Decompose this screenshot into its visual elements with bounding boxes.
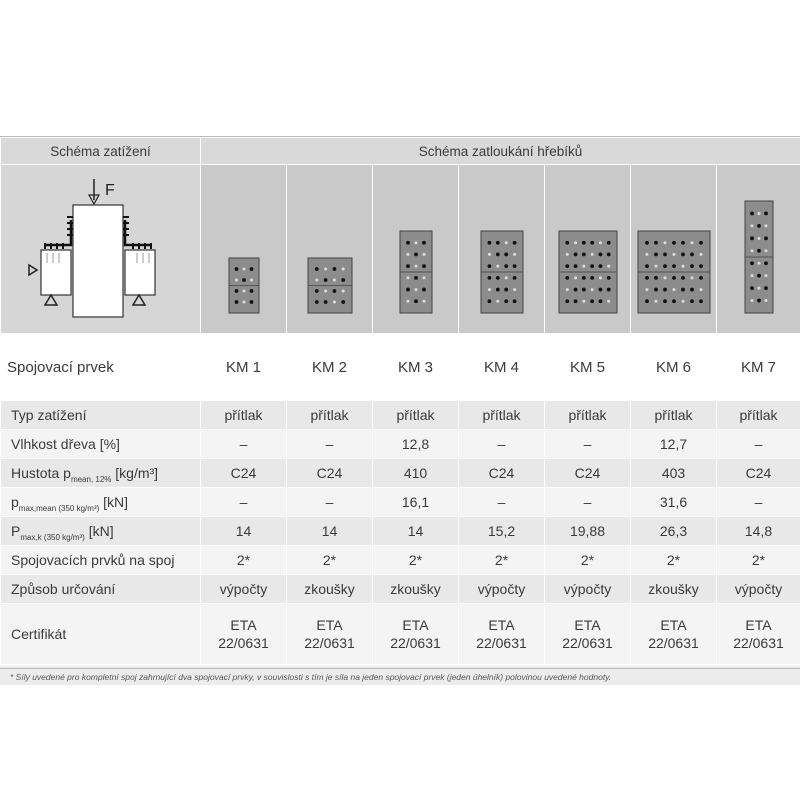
table-cell: – bbox=[287, 430, 373, 459]
nail-hole-filled bbox=[645, 264, 649, 268]
table-cell: – bbox=[717, 488, 800, 517]
nail-hole-filled bbox=[672, 276, 676, 280]
table-cell: 16,1 bbox=[373, 488, 459, 517]
nail-hole-filled bbox=[699, 276, 703, 280]
nail-hole-filled bbox=[690, 253, 694, 257]
table-cell: výpočty bbox=[201, 575, 287, 604]
nail-hole-filled bbox=[590, 276, 594, 280]
table-cell: – bbox=[459, 430, 545, 459]
nail-pattern-km6-svg bbox=[631, 165, 717, 330]
table-cell: výpočty bbox=[545, 575, 631, 604]
nail-hole-empty bbox=[342, 268, 345, 271]
nail-hole-filled bbox=[757, 249, 761, 253]
nail-hole-filled bbox=[750, 236, 754, 240]
nail-hole-filled bbox=[757, 224, 761, 228]
nail-hole-filled bbox=[681, 241, 685, 245]
nail-hole-filled bbox=[414, 299, 418, 303]
nail-hole-empty bbox=[324, 268, 327, 271]
nail-hole-empty bbox=[505, 276, 508, 279]
nail-hole-filled bbox=[496, 288, 500, 292]
nail-hole-empty bbox=[655, 300, 658, 303]
nail-hole-filled bbox=[672, 299, 676, 303]
nail-hole-filled bbox=[488, 299, 492, 303]
nail-hole-filled bbox=[488, 276, 492, 280]
load-scheme-diagram bbox=[1, 165, 201, 330]
nail-hole-filled bbox=[414, 276, 418, 280]
force-label: F bbox=[105, 182, 115, 199]
row-label: Typ zatížení bbox=[1, 401, 201, 430]
nail-hole-filled bbox=[250, 300, 254, 304]
nail-hole-filled bbox=[496, 253, 500, 257]
nail-hole-filled bbox=[757, 274, 761, 278]
nail-hole-empty bbox=[496, 265, 499, 268]
nail-hole-filled bbox=[324, 278, 328, 282]
nail-hole-filled bbox=[333, 267, 337, 271]
nail-hole-filled bbox=[663, 288, 667, 292]
label-unit: [kN] bbox=[99, 494, 129, 510]
nail-hole-empty bbox=[423, 300, 426, 303]
nail-pattern-km7-svg bbox=[717, 165, 800, 330]
nail-hole-filled bbox=[607, 288, 611, 292]
nail-hole-filled bbox=[607, 276, 611, 280]
nail-hole-empty bbox=[758, 262, 761, 265]
label-main: p bbox=[11, 494, 19, 510]
nail-hole-filled bbox=[242, 278, 246, 282]
table-row bbox=[1, 546, 800, 575]
nail-pattern-km4 bbox=[459, 165, 545, 334]
nail-hole-empty bbox=[415, 288, 418, 291]
nail-hole-empty bbox=[582, 265, 585, 268]
nail-hole-filled bbox=[690, 299, 694, 303]
table-cell: 31,6 bbox=[631, 488, 717, 517]
nail-hole-filled bbox=[764, 286, 768, 290]
table-cell: přítlak bbox=[459, 401, 545, 430]
nail-hole-empty bbox=[700, 288, 703, 291]
nail-hole-filled bbox=[672, 264, 676, 268]
nail-hole-filled bbox=[599, 299, 603, 303]
nail-hole-filled bbox=[315, 300, 319, 304]
nail-hole-empty bbox=[415, 265, 418, 268]
nail-hole-filled bbox=[422, 241, 426, 245]
table-cell: 12,8 bbox=[373, 430, 459, 459]
table-cell: 14 bbox=[373, 517, 459, 546]
nail-hole-empty bbox=[407, 253, 410, 256]
nail-hole-empty bbox=[333, 301, 336, 304]
nail-hole-filled bbox=[599, 264, 603, 268]
nail-hole-filled bbox=[681, 276, 685, 280]
table-cell: C24 bbox=[201, 459, 287, 488]
table-row bbox=[1, 517, 800, 546]
nail-hole-filled bbox=[607, 241, 611, 245]
table-cell: – bbox=[545, 430, 631, 459]
nail-hole-filled bbox=[235, 267, 239, 271]
nail-hole-filled bbox=[582, 288, 586, 292]
nail-hole-filled bbox=[341, 278, 345, 282]
nail-hole-filled bbox=[513, 276, 517, 280]
table-cell: – bbox=[201, 488, 287, 517]
nail-hole-filled bbox=[654, 288, 658, 292]
nail-hole-empty bbox=[765, 249, 768, 252]
nail-hole-filled bbox=[690, 264, 694, 268]
nail-hole-filled bbox=[565, 276, 569, 280]
nail-hole-filled bbox=[324, 300, 328, 304]
nail-hole-empty bbox=[758, 237, 761, 240]
nail-hole-filled bbox=[699, 299, 703, 303]
bottom-rule bbox=[0, 668, 800, 669]
spec-table bbox=[0, 137, 800, 665]
nail-hole-filled bbox=[504, 288, 508, 292]
row-label-connector: Spojovací prvek bbox=[1, 334, 201, 401]
row-label: Spojovacích prvků na spoj bbox=[1, 546, 201, 575]
row-label: Způsob určování bbox=[1, 575, 201, 604]
nail-hole-filled bbox=[750, 286, 754, 290]
nail-hole-filled bbox=[764, 236, 768, 240]
table-cell: přítlak bbox=[631, 401, 717, 430]
col-km6: KM 6 bbox=[631, 334, 717, 401]
nail-hole-empty bbox=[758, 212, 761, 215]
nail-hole-empty bbox=[751, 249, 754, 252]
col-km4: KM 4 bbox=[459, 334, 545, 401]
nail-hole-empty bbox=[243, 268, 246, 271]
nail-hole-empty bbox=[607, 300, 610, 303]
nail-hole-empty bbox=[691, 276, 694, 279]
table-cell: výpočty bbox=[459, 575, 545, 604]
col-km2: KM 2 bbox=[287, 334, 373, 401]
nail-hole-empty bbox=[505, 241, 508, 244]
table-cell: zkoušky bbox=[287, 575, 373, 604]
label-main: Hustota p bbox=[11, 465, 71, 481]
nail-hole-empty bbox=[700, 253, 703, 256]
nail-hole-filled bbox=[599, 288, 603, 292]
nail-hole-filled bbox=[764, 212, 768, 216]
nail-hole-empty bbox=[751, 299, 754, 302]
nail-hole-empty bbox=[691, 241, 694, 244]
table-cell: 2* bbox=[545, 546, 631, 575]
nail-hole-empty bbox=[496, 300, 499, 303]
nail-hole-filled bbox=[750, 261, 754, 265]
nail-hole-empty bbox=[646, 288, 649, 291]
cert-cell: ETA 22/0631 bbox=[545, 604, 631, 665]
nail-hole-empty bbox=[566, 253, 569, 256]
nail-hole-filled bbox=[504, 299, 508, 303]
nail-hole-empty bbox=[315, 279, 318, 282]
table-cell: přítlak bbox=[717, 401, 800, 430]
nail-hole-filled bbox=[574, 253, 578, 257]
nail-hole-filled bbox=[582, 253, 586, 257]
table-row bbox=[1, 575, 800, 604]
nail-pattern-km7 bbox=[717, 165, 800, 334]
table-cell: 410 bbox=[373, 459, 459, 488]
nail-hole-filled bbox=[590, 264, 594, 268]
nail-hole-filled bbox=[406, 288, 410, 292]
nail-hole-empty bbox=[751, 224, 754, 227]
nail-hole-empty bbox=[574, 241, 577, 244]
nail-pattern-km1 bbox=[201, 165, 287, 334]
nail-hole-filled bbox=[488, 241, 492, 245]
nail-hole-filled bbox=[333, 289, 337, 293]
table-cell: 2* bbox=[631, 546, 717, 575]
nail-hole-empty bbox=[324, 290, 327, 293]
nail-hole-filled bbox=[565, 264, 569, 268]
label-unit: [kg/m³] bbox=[111, 465, 159, 481]
nail-hole-empty bbox=[646, 253, 649, 256]
nail-hole-empty bbox=[243, 290, 246, 293]
nail-hole-filled bbox=[513, 299, 517, 303]
nail-hole-empty bbox=[423, 276, 426, 279]
nail-hole-filled bbox=[574, 299, 578, 303]
nail-hole-filled bbox=[406, 241, 410, 245]
nail-hole-filled bbox=[574, 264, 578, 268]
nail-hole-empty bbox=[235, 279, 238, 282]
nail-hole-empty bbox=[423, 253, 426, 256]
table-cell: 19,88 bbox=[545, 517, 631, 546]
nail-hole-filled bbox=[590, 241, 594, 245]
nail-hole-filled bbox=[250, 267, 254, 271]
col-km5: KM 5 bbox=[545, 334, 631, 401]
nail-hole-filled bbox=[645, 241, 649, 245]
nail-hole-filled bbox=[663, 264, 667, 268]
table-cell: – bbox=[545, 488, 631, 517]
table-cell: 403 bbox=[631, 459, 717, 488]
table-cell: 2* bbox=[287, 546, 373, 575]
nail-hole-filled bbox=[654, 241, 658, 245]
label-main: P bbox=[11, 523, 21, 539]
row-label: Vlhkost dřeva [%] bbox=[1, 430, 201, 459]
table-cell: přítlak bbox=[287, 401, 373, 430]
nail-pattern-km3-svg bbox=[373, 165, 459, 330]
table-cell: C24 bbox=[717, 459, 800, 488]
row-label bbox=[1, 488, 201, 517]
data-rows bbox=[1, 401, 800, 604]
nail-hole-filled bbox=[599, 253, 603, 257]
nail-hole-empty bbox=[566, 288, 569, 291]
nail-hole-filled bbox=[757, 299, 761, 303]
nail-hole-empty bbox=[682, 300, 685, 303]
table-cell: C24 bbox=[287, 459, 373, 488]
table-cell: 14 bbox=[201, 517, 287, 546]
label-subscript: max,k (350 kg/m³) bbox=[20, 533, 85, 542]
nail-hole-empty bbox=[765, 299, 768, 302]
nail-hole-empty bbox=[488, 253, 491, 256]
table-cell: 2* bbox=[459, 546, 545, 575]
table-cell: 12,7 bbox=[631, 430, 717, 459]
nail-pattern-km2 bbox=[287, 165, 373, 334]
nail-pattern-km3 bbox=[373, 165, 459, 334]
nail-hole-empty bbox=[607, 265, 610, 268]
nail-pattern-km5 bbox=[545, 165, 631, 334]
nail-hole-empty bbox=[591, 288, 594, 291]
table-cell: přítlak bbox=[373, 401, 459, 430]
nail-hole-filled bbox=[654, 276, 658, 280]
table-cell: 2* bbox=[717, 546, 800, 575]
nail-hole-filled bbox=[663, 299, 667, 303]
nail-hole-filled bbox=[699, 241, 703, 245]
nail-hole-empty bbox=[664, 241, 667, 244]
table-cell: 26,3 bbox=[631, 517, 717, 546]
nail-pattern-km1-svg bbox=[201, 165, 287, 330]
spec-table-wrapper bbox=[0, 137, 800, 685]
nail-hole-empty bbox=[673, 253, 676, 256]
nail-hole-filled bbox=[341, 300, 345, 304]
nail-hole-filled bbox=[590, 299, 594, 303]
row-label bbox=[1, 459, 201, 488]
nail-hole-filled bbox=[496, 241, 500, 245]
nail-hole-filled bbox=[681, 253, 685, 257]
footnote: * Síly uvedené pro kompletní spoj zahrnující dva spojovací prvky, v souvislosti s tím je síla na jeden spojovací prvek (jeden úhelník) polovinou uvedené hodnoty. bbox=[0, 665, 800, 685]
nail-hole-filled bbox=[235, 300, 239, 304]
nail-hole-empty bbox=[513, 288, 516, 291]
nail-hole-empty bbox=[415, 241, 418, 244]
nail-hole-filled bbox=[422, 288, 426, 292]
nail-hole-filled bbox=[250, 289, 254, 293]
nail-hole-filled bbox=[315, 267, 319, 271]
nail-hole-filled bbox=[607, 253, 611, 257]
nail-hole-filled bbox=[422, 264, 426, 268]
nail-hole-empty bbox=[513, 253, 516, 256]
nail-hole-filled bbox=[764, 261, 768, 265]
nail-hole-filled bbox=[654, 253, 658, 257]
table-cell: 2* bbox=[201, 546, 287, 575]
nail-hole-empty bbox=[655, 265, 658, 268]
nail-hole-empty bbox=[758, 287, 761, 290]
nail-hole-filled bbox=[750, 212, 754, 216]
cert-cell: ETA 22/0631 bbox=[717, 604, 800, 665]
nail-hole-filled bbox=[504, 264, 508, 268]
nail-hole-filled bbox=[565, 241, 569, 245]
table-cell: C24 bbox=[459, 459, 545, 488]
nail-hole-empty bbox=[333, 279, 336, 282]
nail-hole-filled bbox=[582, 241, 586, 245]
nail-hole-filled bbox=[235, 289, 239, 293]
nail-hole-empty bbox=[751, 274, 754, 277]
table-row bbox=[1, 401, 800, 430]
nail-hole-filled bbox=[681, 288, 685, 292]
table-row bbox=[1, 430, 800, 459]
nail-hole-filled bbox=[699, 264, 703, 268]
table-cell: 2* bbox=[373, 546, 459, 575]
nail-hole-filled bbox=[513, 264, 517, 268]
nail-hole-empty bbox=[243, 301, 246, 304]
nail-hole-empty bbox=[342, 290, 345, 293]
row-label-certificate: Certifikát bbox=[1, 604, 201, 665]
table-row bbox=[1, 459, 800, 488]
row-label bbox=[1, 517, 201, 546]
table-cell: C24 bbox=[545, 459, 631, 488]
table-cell: přítlak bbox=[201, 401, 287, 430]
header-load-scheme: Schéma zatížení bbox=[1, 138, 201, 165]
nail-pattern-km2-svg bbox=[287, 165, 373, 330]
nail-hole-empty bbox=[599, 276, 602, 279]
nail-hole-filled bbox=[582, 276, 586, 280]
cert-cell: ETA 22/0631 bbox=[201, 604, 287, 665]
header-nailing-scheme: Schéma zatloukání hřebíků bbox=[201, 138, 800, 165]
table-cell: 14,8 bbox=[717, 517, 800, 546]
nail-hole-filled bbox=[504, 253, 508, 257]
table-cell: přítlak bbox=[545, 401, 631, 430]
nail-pattern-km4-svg bbox=[459, 165, 545, 330]
table-cell: zkoušky bbox=[373, 575, 459, 604]
cert-cell: ETA 22/0631 bbox=[459, 604, 545, 665]
nail-hole-filled bbox=[645, 299, 649, 303]
table-cell: 14 bbox=[287, 517, 373, 546]
nail-hole-empty bbox=[673, 288, 676, 291]
table-cell: – bbox=[717, 430, 800, 459]
nail-hole-filled bbox=[488, 264, 492, 268]
nail-hole-filled bbox=[574, 288, 578, 292]
nail-hole-filled bbox=[496, 276, 500, 280]
cert-cell: ETA 22/0631 bbox=[631, 604, 717, 665]
table-cell: – bbox=[287, 488, 373, 517]
table-cell: výpočty bbox=[717, 575, 800, 604]
nail-hole-empty bbox=[407, 300, 410, 303]
certificate-row bbox=[1, 604, 800, 665]
nail-hole-empty bbox=[765, 224, 768, 227]
nail-hole-empty bbox=[250, 279, 253, 282]
nail-hole-filled bbox=[645, 276, 649, 280]
nail-hole-empty bbox=[599, 241, 602, 244]
nail-hole-empty bbox=[765, 274, 768, 277]
nail-hole-filled bbox=[513, 241, 517, 245]
table-row bbox=[1, 488, 800, 517]
col-km3: KM 3 bbox=[373, 334, 459, 401]
label-unit: [kN] bbox=[84, 523, 114, 539]
nail-hole-filled bbox=[406, 264, 410, 268]
nail-hole-filled bbox=[315, 289, 319, 293]
nail-pattern-km5-svg bbox=[545, 165, 631, 330]
nail-hole-filled bbox=[565, 299, 569, 303]
label-subscript: max,mean (350 kg/m³) bbox=[18, 504, 100, 513]
col-km1: KM 1 bbox=[201, 334, 287, 401]
cert-cell: ETA 22/0631 bbox=[373, 604, 459, 665]
table-cell: – bbox=[201, 430, 287, 459]
nail-hole-filled bbox=[414, 253, 418, 257]
table-cell: – bbox=[459, 488, 545, 517]
nail-hole-filled bbox=[663, 253, 667, 257]
nail-hole-empty bbox=[582, 300, 585, 303]
nail-hole-empty bbox=[664, 276, 667, 279]
nail-hole-empty bbox=[591, 253, 594, 256]
label-subscript: mean, 12% bbox=[70, 475, 112, 484]
nail-hole-filled bbox=[672, 241, 676, 245]
nail-hole-empty bbox=[574, 276, 577, 279]
nail-hole-empty bbox=[488, 288, 491, 291]
table-cell: 15,2 bbox=[459, 517, 545, 546]
nail-hole-empty bbox=[407, 276, 410, 279]
cert-cell: ETA 22/0631 bbox=[287, 604, 373, 665]
nail-pattern-km6 bbox=[631, 165, 717, 334]
table-cell: zkoušky bbox=[631, 575, 717, 604]
col-km7: KM 7 bbox=[717, 334, 800, 401]
nail-hole-empty bbox=[682, 265, 685, 268]
load-diagram-cell bbox=[1, 165, 201, 334]
nail-hole-filled bbox=[690, 288, 694, 292]
